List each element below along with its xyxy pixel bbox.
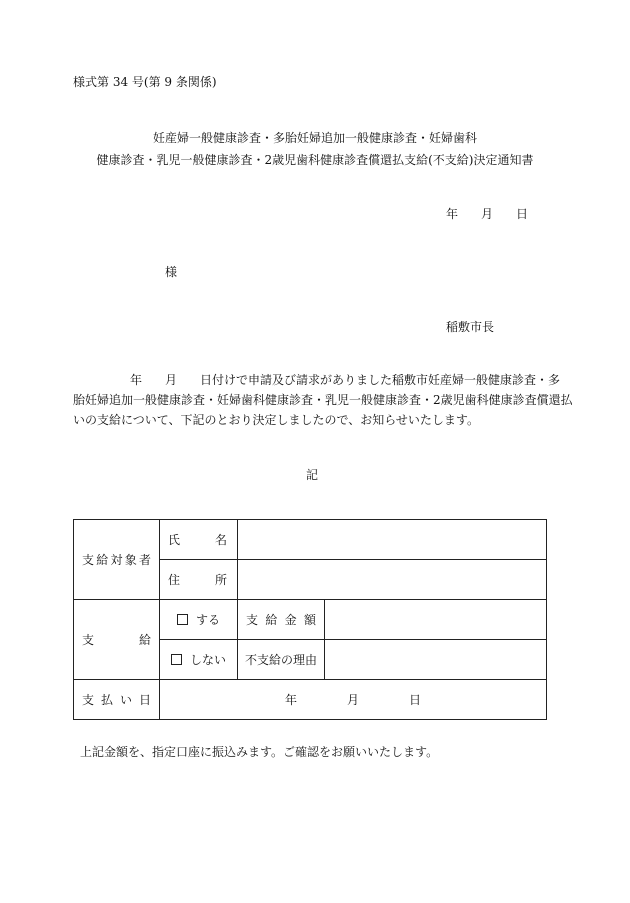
reason-value-cell[interactable] bbox=[325, 640, 547, 680]
payday-value-cell[interactable]: 年 月 日 bbox=[160, 680, 547, 720]
notice-body-line-2: 胎妊婦追加一般健康診査・妊婦歯科健康診査・乳児一般健康診査・2歳児歯科健康診査償還払 bbox=[73, 393, 573, 407]
issue-date-day: 日 bbox=[516, 207, 529, 221]
amount-label-cell: 支 給 金 額 bbox=[238, 600, 325, 640]
issue-date bbox=[446, 205, 528, 222]
notice-body-line-1 bbox=[73, 370, 561, 390]
name-value-cell[interactable] bbox=[238, 520, 547, 560]
body-year: 年 bbox=[130, 373, 143, 387]
addressee-suffix: 様 bbox=[165, 265, 178, 279]
option-nopay-label: しない bbox=[189, 653, 226, 667]
name-label-cell: 氏 名 bbox=[160, 520, 238, 560]
issuer: 稲敷市長 bbox=[446, 320, 495, 334]
notice-body-line-3: いの支給について、下記のとおり決定しましたので、お知らせいたします。 bbox=[73, 413, 479, 427]
option-pay-label: する bbox=[195, 613, 220, 627]
document-title-line-1: 妊産婦一般健康診査・多胎妊婦追加一般健康診査・妊婦歯科 bbox=[152, 131, 477, 145]
nopay-checkbox[interactable] bbox=[171, 654, 182, 665]
option-pay-cell[interactable] bbox=[160, 600, 238, 640]
body-line1-rest: 日付けで申請及び請求がありました稲敷市妊産婦一般健康診査・多 bbox=[200, 373, 561, 387]
recipient-label-cell: 支 給 対 象 者 bbox=[74, 520, 160, 600]
reason-label-cell: 不支給の理由 bbox=[238, 640, 325, 680]
footer-note: 上記金額を、指定口座に振込みます。ご確認をお願いいたします。 bbox=[80, 745, 439, 759]
payment-label-cell: 支 給 bbox=[74, 600, 160, 680]
form-number: 様式第 34 号(第 9 条関係) bbox=[73, 75, 217, 89]
document-title-line-2: 健康診査・乳児一般健康診査・2歳児歯科健康診査償還払支給(不支給)決定通知書 bbox=[96, 153, 534, 167]
address-label-cell: 住 所 bbox=[160, 560, 238, 600]
decision-table bbox=[73, 519, 547, 720]
address-value-cell[interactable] bbox=[238, 560, 547, 600]
issue-date-year: 年 bbox=[446, 207, 459, 221]
pay-checkbox[interactable] bbox=[177, 614, 188, 625]
body-month: 月 bbox=[165, 373, 178, 387]
notice-body bbox=[73, 370, 573, 430]
option-nopay-cell[interactable] bbox=[160, 640, 238, 680]
payday-label-cell: 支 払 い 日 bbox=[74, 680, 160, 720]
ki-heading: 記 bbox=[306, 468, 319, 482]
issue-date-month: 月 bbox=[481, 207, 494, 221]
amount-value-cell[interactable] bbox=[325, 600, 547, 640]
